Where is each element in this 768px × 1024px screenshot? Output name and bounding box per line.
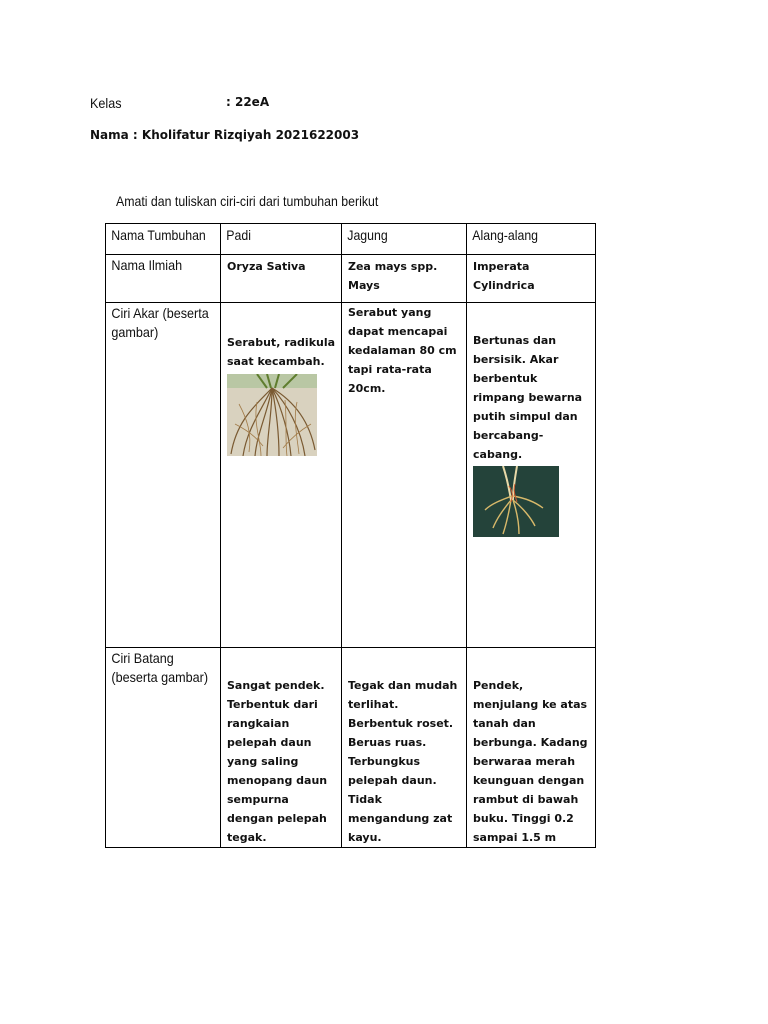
cell-padi-nama-ilmiah: Oryza Sativa	[227, 260, 306, 273]
cell-alang-nama-ilmiah: Imperata Cylindrica	[473, 260, 535, 292]
kelas-value: : 22eA	[226, 95, 270, 109]
cell-padi-akar: Serabut, radikula saat kecambah.	[227, 336, 336, 368]
cell-jagung-batang: Tegak dan mudah terlihat. Berbentuk roset. Beruas ruas. Terbungkus pelepah daun. Tidak mengandung zat kayu.	[348, 679, 458, 844]
kelas-label: Kelas	[90, 95, 122, 111]
header-padi: Padi	[226, 227, 251, 243]
cell-jagung-akar: Serabut yang dapat mencapai kedalaman 80 cm tapi rata-rata 20cm.	[348, 306, 457, 395]
table-row	[106, 255, 596, 303]
plant-characteristics-table	[105, 223, 596, 848]
cell-alang-akar: Bertunas dan bersisik. Akar berbentuk rimpang bewarna putih simpul dan bercabang-cabang.	[473, 334, 583, 461]
row-label-ciri-akar: Ciri Akar (beserta gambar)	[111, 305, 209, 340]
table-row	[106, 648, 596, 848]
cell-alang-batang: Pendek, menjulang ke atas tanah dan berbunga. Kadang berwaraa merah keunguan dengan rambut di bawah buku. Tinggi 0.2 sampai 1.5 m	[473, 679, 588, 844]
row-label-ciri-batang: Ciri Batang (beserta gambar)	[111, 650, 209, 685]
alang-root-image	[473, 466, 559, 537]
instruction-text: Amati dan tuliskan ciri-ciri dari tumbuhan berikut	[116, 193, 379, 209]
student-name-line: Nama : Kholifatur Rizqiyah 2021622003	[90, 128, 360, 142]
table-row	[106, 303, 596, 648]
cell-padi-batang: Sangat pendek. Terbentuk dari rangkaian pelepah daun yang saling menopang daun sempurna dengan pelepah tegak.	[227, 679, 328, 844]
header-jagung: Jagung	[347, 227, 388, 243]
cell-jagung-nama-ilmiah: Zea mays spp. Mays	[348, 260, 438, 292]
padi-root-image	[227, 374, 317, 456]
table-header-row	[106, 224, 596, 255]
header-nama-tumbuhan: Nama Tumbuhan	[111, 227, 206, 243]
row-label-nama-ilmiah: Nama Ilmiah	[111, 257, 183, 273]
header-alang-alang: Alang-alang	[472, 227, 539, 243]
